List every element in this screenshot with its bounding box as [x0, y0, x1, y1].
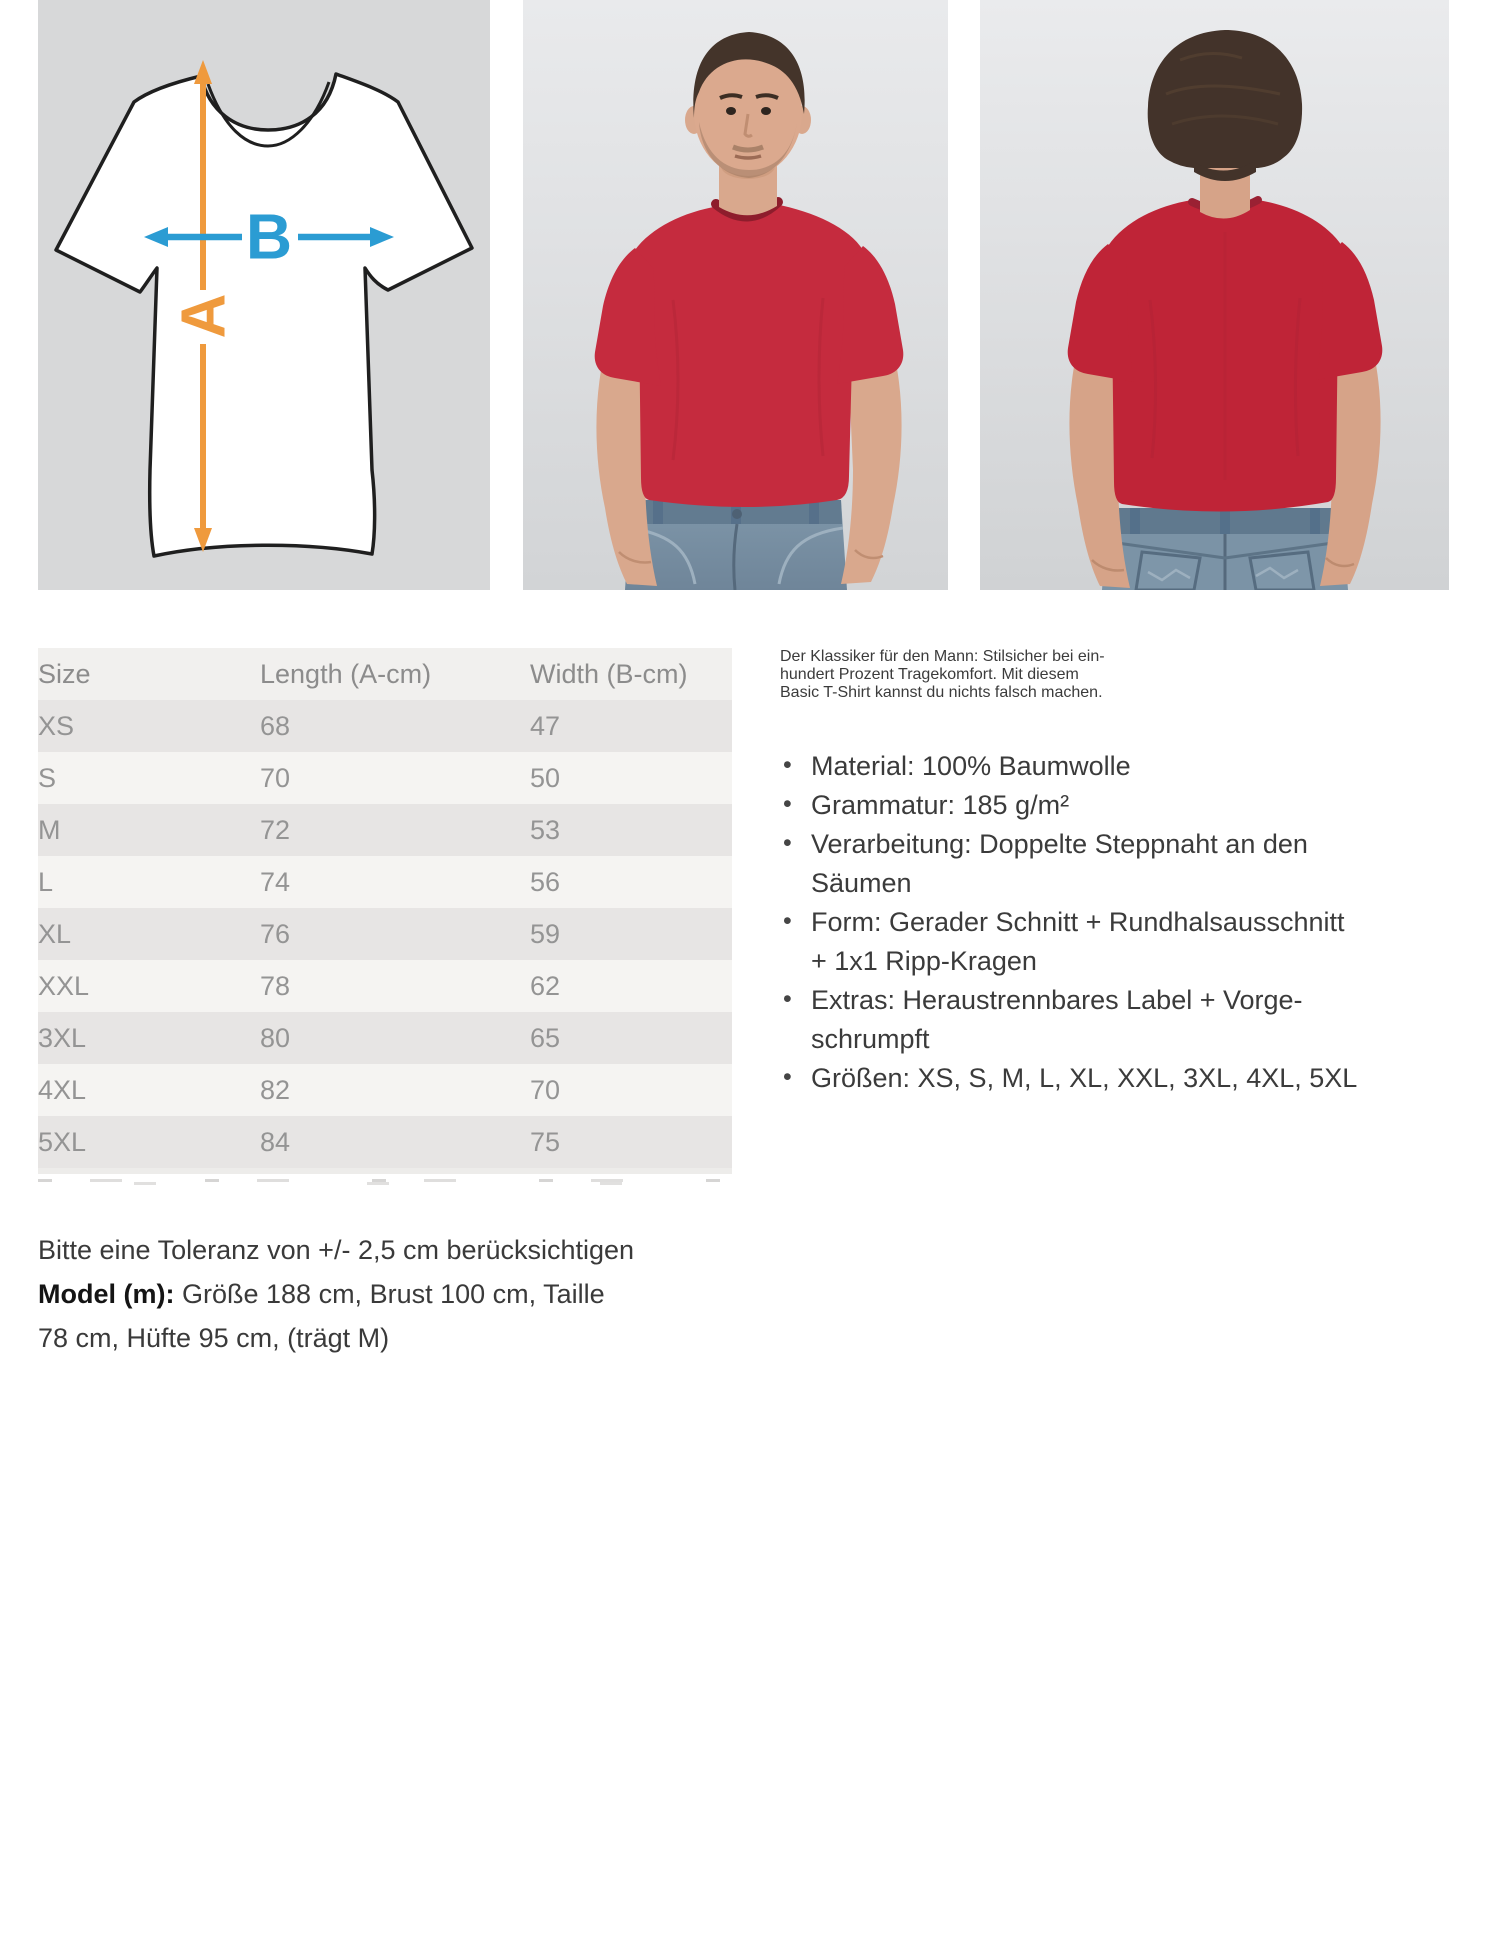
size-table-header-row — [38, 648, 732, 700]
feature-form: • Form: Gerader Schnitt + Rundhalsausschnitt + 1x1 Ripp-Kragen — [780, 903, 1480, 981]
size-diagram-image — [38, 0, 490, 590]
feature-list — [780, 747, 1480, 1098]
measure-label-b: B — [245, 200, 293, 273]
bullet-icon: • — [783, 751, 792, 779]
size-table — [38, 648, 732, 1168]
description-line: Der Klassiker für den Mann: Stilsicher bei ein- — [780, 648, 1105, 665]
model-line-2: 78 cm, Hüfte 95 cm, (trägt M) — [38, 1323, 390, 1353]
size-chart-column — [38, 648, 732, 1360]
feature-verarbeitung: • Verarbeitung: Doppelte Steppnaht an den Säumen — [780, 825, 1480, 903]
bullet-icon: • — [783, 985, 792, 1013]
jeans-back — [1102, 508, 1348, 590]
product-media-row — [0, 0, 1496, 590]
tshirt-back — [1068, 200, 1383, 512]
col-header-size: Size — [38, 648, 260, 700]
measure-label-a: A — [169, 293, 239, 339]
jeans-front — [625, 500, 847, 590]
table-row: L 74 56 — [38, 856, 732, 908]
table-row: XS 68 47 — [38, 700, 732, 752]
feature-groessen: • Größen: XS, S, M, L, XL, XXL, 3XL, 4XL, 5XL — [780, 1059, 1480, 1098]
model-measurements — [38, 1272, 698, 1360]
col-header-length: Length (A-cm) — [260, 648, 530, 700]
table-row: M 72 53 — [38, 804, 732, 856]
col-header-width: Width (B-cm) — [530, 648, 732, 700]
tshirt-measurement-diagram — [38, 0, 490, 590]
table-row: S 70 50 — [38, 752, 732, 804]
tolerance-note: Bitte eine Toleranz von +/- 2,5 cm berücksichtigen — [38, 1235, 635, 1265]
model-front-illustration — [523, 0, 948, 590]
feature-material: • Material: 100% Baumwolle — [780, 747, 1480, 786]
table-row: 4XL 82 70 — [38, 1064, 732, 1116]
bullet-icon: • — [783, 1063, 792, 1091]
product-info-row — [0, 648, 1496, 1360]
table-row: XXL 78 62 — [38, 960, 732, 1012]
model-back-photo — [980, 0, 1449, 590]
model-label: Model (m): — [38, 1279, 175, 1309]
bullet-icon: • — [783, 829, 792, 857]
feature-grammatur: • Grammatur: 185 g/m² — [780, 786, 1480, 825]
model-back-illustration — [980, 0, 1449, 590]
table-row: 3XL 80 65 — [38, 1012, 732, 1064]
description-line: hundert Prozent Tragekomfort. Mit diesem — [780, 666, 1079, 683]
bullet-icon: • — [783, 907, 792, 935]
table-row: 5XL 84 75 — [38, 1116, 732, 1168]
description-column — [780, 648, 1480, 1098]
clipped-text-tops — [38, 1179, 732, 1185]
model-line-1: Größe 188 cm, Brust 100 cm, Taille — [182, 1279, 605, 1309]
feature-extras: • Extras: Heraustrennbares Label + Vorge- schrumpft — [780, 981, 1480, 1059]
clipped-next-row — [38, 1168, 732, 1174]
measurement-notes — [38, 1228, 698, 1360]
bullet-icon: • — [783, 790, 792, 818]
model-front-photo — [523, 0, 948, 590]
description-line: Basic T-Shirt kannst du nichts falsch machen. — [780, 684, 1103, 701]
table-row: XL 76 59 — [38, 908, 732, 960]
